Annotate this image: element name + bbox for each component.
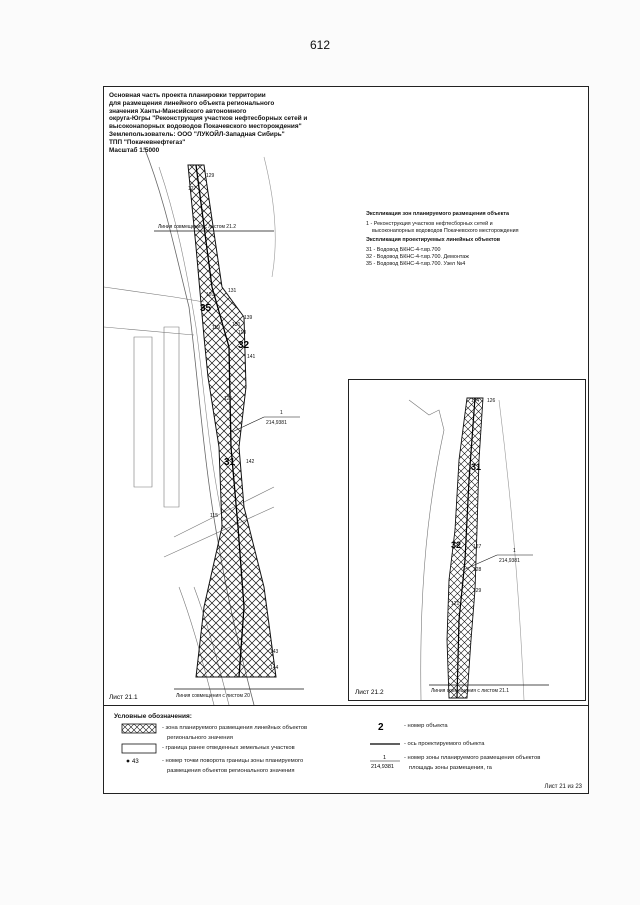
object-number: 31 [224,457,236,468]
title-line: значения Ханты-Мансийского автономного [109,107,247,115]
point-label: 120 [206,292,215,298]
sheet-label: Лист 21.2 [355,689,384,696]
bank-right [264,157,275,277]
object-number: 35 [200,303,212,314]
point-label: 142 [246,459,255,465]
inset-bank-line [409,400,444,700]
point-label: 144 [270,665,279,671]
explication-item: 32 - Водовод БКНС-4-т.вр.700. Демонтаж [366,253,469,260]
explication-title: Экспликация проектируемых линейных объектов [366,237,501,244]
match-line-top-label: Линия совмещения с листом 21.2 [158,224,237,230]
title-line: высоконапорных водоводов Покачевского месторождения" [109,123,302,131]
point-label: 121 [451,601,460,607]
parcel-outline [164,327,179,507]
zone-area: 214,9381 [266,420,287,426]
title-line: округа-Югры "Реконструкция участков нефтесборных сетей и [109,115,308,123]
point-label: 141 [247,354,256,360]
explication-item: 1 - Реконструкция участков нефтесборных сетей и [366,220,493,227]
parcel-outline-2 [134,337,152,487]
object-number: 32 [238,340,250,351]
legend-border-text: - граница ранее отведенных земельных участков [162,745,295,751]
legend-border-swatch [122,744,156,753]
road-line-2 [104,327,194,335]
title-line: Основная часть проекта планировки территории [109,92,266,99]
title-line: Землепользователь: ООО "ЛУКОЙЛ-Западная Сибирь" [109,130,285,138]
legend [104,705,588,794]
legend-title: Условные обозначения: [114,713,192,720]
point-label: 143 [270,649,279,655]
legend-zone-swatch [122,724,156,733]
inset-map [349,380,585,700]
point-label: 131 [228,288,237,294]
legend-axis-text: - ось проектируемого объекта [404,741,485,747]
sheet-counter: Лист 21 из 23 [544,784,582,790]
point-label: 126 [487,398,496,404]
object-number: 31 [471,462,482,472]
legend-point-dot [127,760,130,763]
explication-item: высоконапорных водоводов Покачевского месторождения [372,227,519,234]
point-label: 115 [210,513,218,519]
inset-map-frame [348,379,586,701]
legend-object-text: - номер объекта [404,723,448,729]
legend-point-sample: 43 [132,759,139,765]
explication-item: 35 - Водовод БКНС-4-т.вр.700. Узел №4 [366,260,466,267]
zone-area: 214,9381 [499,558,520,564]
point-label: 128 [473,567,482,573]
object-number: 32 [451,540,462,550]
legend-object-sample: 2 [378,722,384,733]
page-number: 612 [309,38,331,52]
legend-text-line: - номер точки поворота границы зоны планируемого [162,758,304,764]
point-label: 139 [244,315,253,321]
explication-title: Экспликация зон планируемого размещения объекта [366,211,509,217]
point-label: 127 [188,186,197,192]
legend-zonearea-sample: 214,9381 [371,764,394,770]
zone-number: 1 [513,548,516,554]
legend-point-text [162,756,303,776]
match-line-bottom-label: Линия совмещения с листом 20 [176,693,250,699]
point-label: 127 [473,544,482,550]
title-line: Масштаб 1:5000 [109,146,160,154]
road-line [104,287,204,302]
title-line: для размещения линейного объекта регионального [109,99,275,107]
point-label: 129 [206,173,215,179]
legend-text-line: размещения объектов регионального значения [167,768,295,774]
point-label: 129 [473,588,482,594]
title-block [109,92,329,154]
legend-text-line: - номер зоны планируемого размещения объектов [404,755,541,761]
legend-text-line: - зона планируемого размещения линейных объектов [162,725,308,731]
explication-item: 31 - Водовод БКНС-4-т.вр.700 [366,247,441,254]
legend-zonenum-text [404,753,540,773]
point-label: 130 [232,322,241,328]
inset-bank-line-2 [499,400,524,700]
sheet-label: Лист 21.1 [109,694,138,701]
map-sheet-frame [103,86,589,794]
point-label: 124 [471,398,480,404]
point-label: 125 [224,396,233,402]
point-label: 119 [212,325,220,331]
inset-match-line-label: Линия совмещения с листом 21.1 [431,688,510,694]
legend-zonenum-sample: 1 [383,755,387,761]
legend-text-line: регионального значения [167,735,233,741]
explication-block [366,211,576,268]
title-line: ТПП "Покачевнефтегаз" [109,138,186,146]
point-label: 118 [238,330,246,336]
legend-zone-text [162,723,307,743]
legend-text-line: площадь зоны размещения, га [409,765,492,771]
zone-number: 1 [280,410,283,416]
